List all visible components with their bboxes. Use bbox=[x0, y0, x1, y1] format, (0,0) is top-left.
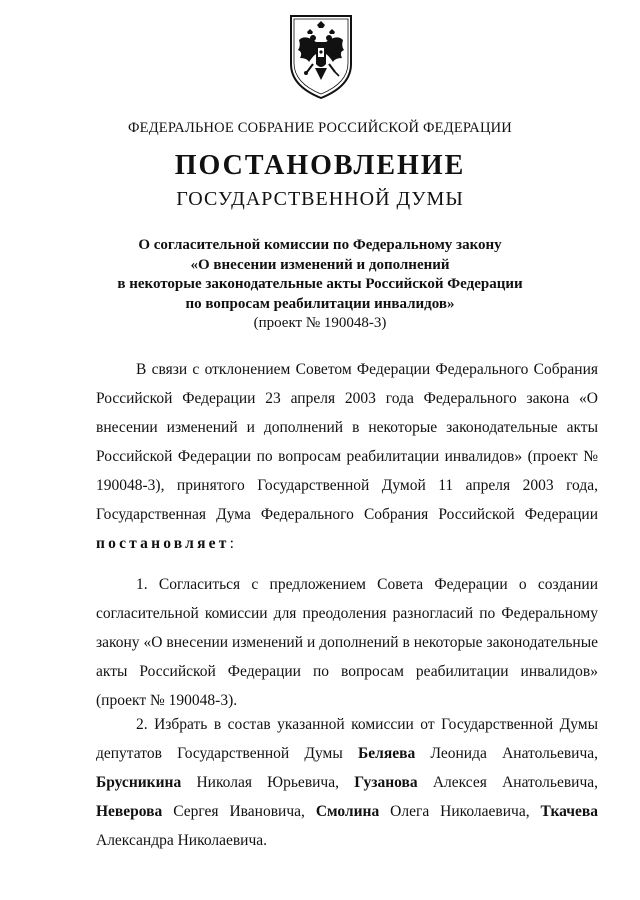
resolves-colon: : bbox=[229, 535, 234, 552]
heading-line-1: О согласительной комиссии по Федеральному закону bbox=[138, 237, 502, 253]
document-type: ПОСТАНОВЛЕНИЕ bbox=[174, 150, 466, 181]
item-2-paragraph bbox=[96, 710, 598, 855]
organization-name: ФЕДЕРАЛЬНОЕ СОБРАНИЕ РОССИЙСКОЙ ФЕДЕРАЦИИ bbox=[128, 120, 512, 136]
item-1-paragraph: 1. Согласиться с предложением Совета Федерации о создании согласительной комиссии для преодоления разногласий по Федеральному закону «О внесении изменений и дополнений в некоторые законодательные акты Российской Федерации по вопросам реабилитации инвалидов» (проект № 190048-3). bbox=[96, 576, 598, 709]
heading-line-3: в некоторые законодательные акты Российской Федерации bbox=[117, 276, 523, 292]
issuer-name: ГОСУДАРСТВЕННОЙ ДУМЫ bbox=[176, 188, 464, 210]
member-separator: . bbox=[263, 832, 268, 849]
member-name: Алексея Анатольевича bbox=[432, 774, 595, 791]
member-separator: , bbox=[301, 803, 305, 820]
coat-of-arms-icon bbox=[285, 12, 357, 100]
member-name: Леонида Анатольевича bbox=[430, 745, 595, 762]
member-separator: , bbox=[525, 803, 530, 820]
member-separator: , bbox=[594, 774, 599, 791]
member-surname: Брусникина bbox=[96, 774, 182, 791]
preamble-paragraph bbox=[96, 355, 598, 558]
item-2-intro: 2. Избрать в состав указанной комиссии от Государственной Думы депутатов Государственной Думы bbox=[96, 716, 598, 762]
member-separator: , bbox=[335, 774, 339, 791]
member-name: Александра Николаевича bbox=[96, 832, 264, 849]
heading-line-2: «О внесении изменений и дополнений bbox=[190, 256, 450, 273]
member-surname: Ткачева bbox=[540, 803, 599, 820]
member-surname: Смолина bbox=[315, 803, 380, 820]
member-surname: Неверова bbox=[96, 803, 163, 820]
resolves-word: постановляет bbox=[96, 535, 230, 552]
member-name: Сергея Ивановича bbox=[173, 803, 302, 820]
member-name: Николая Юрьевича bbox=[196, 774, 336, 791]
member-surname: Беляева bbox=[358, 745, 416, 762]
member-surname: Гузанова bbox=[354, 774, 418, 791]
member-separator: , bbox=[594, 745, 599, 762]
resolution-heading bbox=[80, 236, 560, 334]
heading-line-4: по вопросам реабилитации инвалидов» bbox=[185, 295, 455, 312]
member-name: Олега Николаевича bbox=[390, 803, 526, 820]
project-number: (проект № 190048-3) bbox=[253, 315, 387, 331]
preamble-text: В связи с отклонением Советом Федерации Федерального Собрания Российской Федерации 23 апреля 2003 года Федерального закона «О внесении изменений и дополнений в некоторые законодательные акты Российской Федерации по вопросам реабилитации инвалидов» (проект № 190048-3), принятого Государственной Думой 11 апреля 2003 года, Государственная Дума Федерального Собрания Российской Федерации bbox=[96, 361, 598, 523]
